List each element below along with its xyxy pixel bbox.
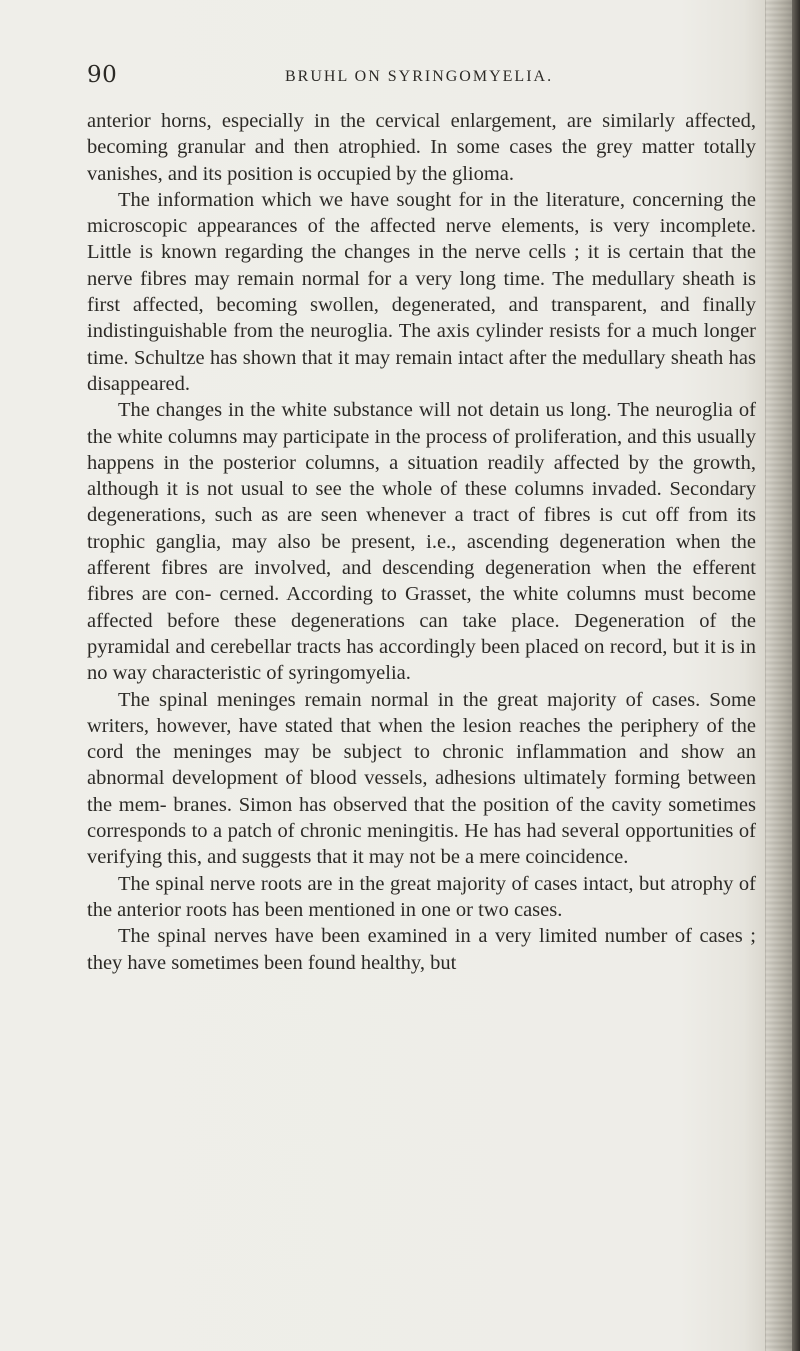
- paragraph: The spinal nerve roots are in the great majority of cases intact, but atrophy of the anterior roots has been mentioned in one or two cases.: [87, 872, 756, 921]
- page-number: 90: [87, 62, 118, 88]
- page-edge: [792, 0, 800, 1351]
- body-text: [87, 108, 756, 976]
- paragraph: anterior horns, especially in the cervical enlargement, are similarly affected, becoming granular and then atrophied. In some cases the grey matter totally vanishes, and its position is occupied by the glioma.: [87, 110, 756, 185]
- paragraph: The spinal meninges remain normal in the great majority of cases. Some writers, however, have stated that when the lesion reaches the periphery of the cord the meninges may be subject to chronic inflammation and show an abnormal development of blood vessels, adhesions ultimately forming between the mem- branes. Simon has observed that the position of the cavity sometimes corresponds to a patch of chronic meningitis. He has had several opportunities of verifying this, and suggests that it may not be a mere coincidence.: [87, 688, 756, 869]
- paragraph: The spinal nerves have been examined in a very limited number of cases ; they have sometimes been found healthy, but: [87, 925, 756, 974]
- paragraph: The changes in the white substance will not detain us long. The neuroglia of the white columns may participate in the process of proliferation, and this usually happens in the posterior columns, a situation readily affected by the growth, although it is not usual to see the whole of these columns invaded. Secondary degenerations, such as are seen whenever a tract of fibres is cut off from its trophic ganglia, may also be present, i.e., ascending degeneration when the afferent fibres are involved, and descending degeneration when the efferent fibres are con- cerned. According to Grasset, the white columns must become affected before these degenerations can take place. Degeneration of the pyramidal and cerebellar tracts has accordingly been placed on record, but it is in no way characteristic of syringomyelia.: [87, 399, 756, 685]
- running-title: BRUHL ON SYRINGOMYELIA.: [285, 68, 554, 85]
- paragraph: The information which we have sought for in the literature, concerning the microscopic appearances of the affected nerve elements, is very incomplete. Little is known regarding the changes in the nerve cells ; it is certain that the nerve fibres may remain normal for a very long time. The medullary sheath is first affected, becoming swollen, degenerated, and transparent, and finally indistinguishable from the neuroglia. The axis cylinder resists for a much longer time. Schultze has shown that it may remain intact after the medullary sheath has disappeared.: [87, 188, 756, 395]
